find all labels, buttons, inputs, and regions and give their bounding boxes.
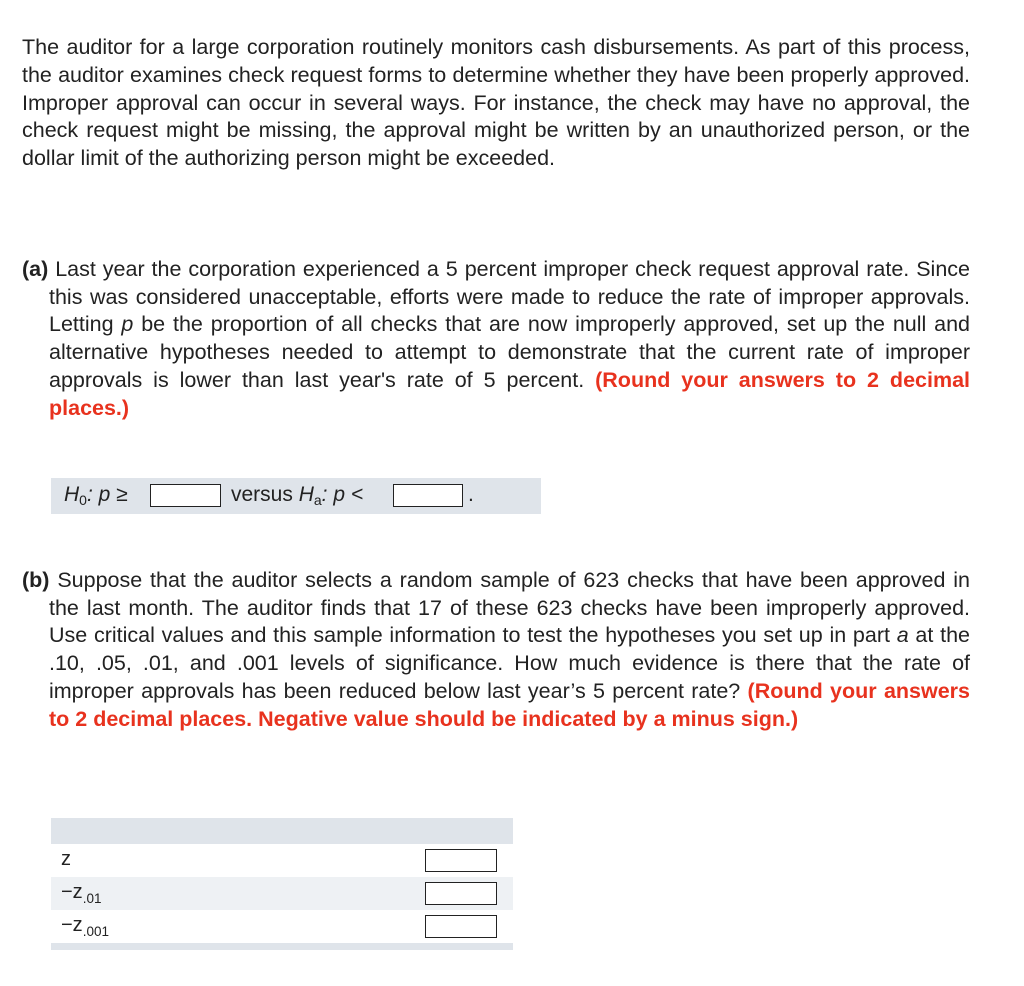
part-a	[22, 256, 970, 422]
table-row-z001	[51, 910, 513, 943]
null-hypothesis-label: H0: p ≥	[64, 483, 128, 508]
part-a-variable: p	[121, 312, 134, 337]
part-a-text-2: be the proportion of all checks that are now improperly approved, set up the null and alternative hypotheses needed to attempt to demonstrate that the current rate of improper approvals is lower than last year's rate of 5 percent.	[49, 312, 971, 392]
part-b-label: (b)	[22, 568, 50, 592]
table-row-z01	[51, 877, 513, 910]
table-footer	[51, 943, 513, 950]
null-value-input[interactable]	[150, 484, 221, 507]
part-a-instruction: (Round your answers to 2 decimal places.)	[49, 367, 971, 420]
part-b-instruction: (Round your answers to 2 decimal places. Negative value should be indicated by a minus sign.)	[49, 678, 970, 731]
z001-label: $-z_{.001}$	[61, 914, 109, 939]
part-b-text-1: Suppose that the auditor selects a random sample of 623 checks that have been approved in the last month. The auditor finds that 17 of these 623 checks have been improperly approved. Use critical values and this sample information to test the hypotheses you set up in part	[49, 568, 970, 648]
part-a-label: (a)	[22, 257, 49, 281]
table-row-z	[51, 844, 513, 877]
problem-intro: The auditor for a large corporation routinely monitors cash disbursements. As part of this process, the auditor examines check request forms to determine whether they have been properly approved. Improper approval can occur in several ways. For instance, the check may have no approval, the check request might be missing, the approval might be written by an unauthorized person, or the dollar limit of the authorizing person might be exceeded.	[22, 35, 970, 171]
part-b-variable: a	[896, 623, 909, 648]
hypothesis-period: .	[468, 483, 474, 506]
part-a-text	[49, 257, 970, 420]
hypothesis-row	[51, 478, 541, 514]
part-b-text	[49, 568, 970, 731]
part-b-text-2: at the .10, .05, .01, and .001 levels of significance. How much evidence is there that the rate of improper approvals has been reduced below last year’s 5 percent rate?	[49, 623, 970, 703]
z001-input[interactable]	[425, 915, 497, 938]
part-a-text-1: Last year the corporation experienced a 5 percent improper check request approval rate. Since this was considered unacceptable, efforts were made to reduce the rate of improper approvals. Letting	[49, 257, 970, 337]
z01-label: $-z_{.01}$	[61, 881, 102, 906]
critical-values-table	[51, 818, 513, 950]
part-b	[22, 567, 970, 733]
alternative-hypothesis-label: versus Ha: p <	[231, 483, 364, 508]
z01-input[interactable]	[425, 882, 497, 905]
z-input[interactable]	[425, 849, 497, 872]
alternative-value-input[interactable]	[393, 484, 463, 507]
z-label: z	[61, 848, 71, 870]
table-header	[51, 818, 513, 844]
